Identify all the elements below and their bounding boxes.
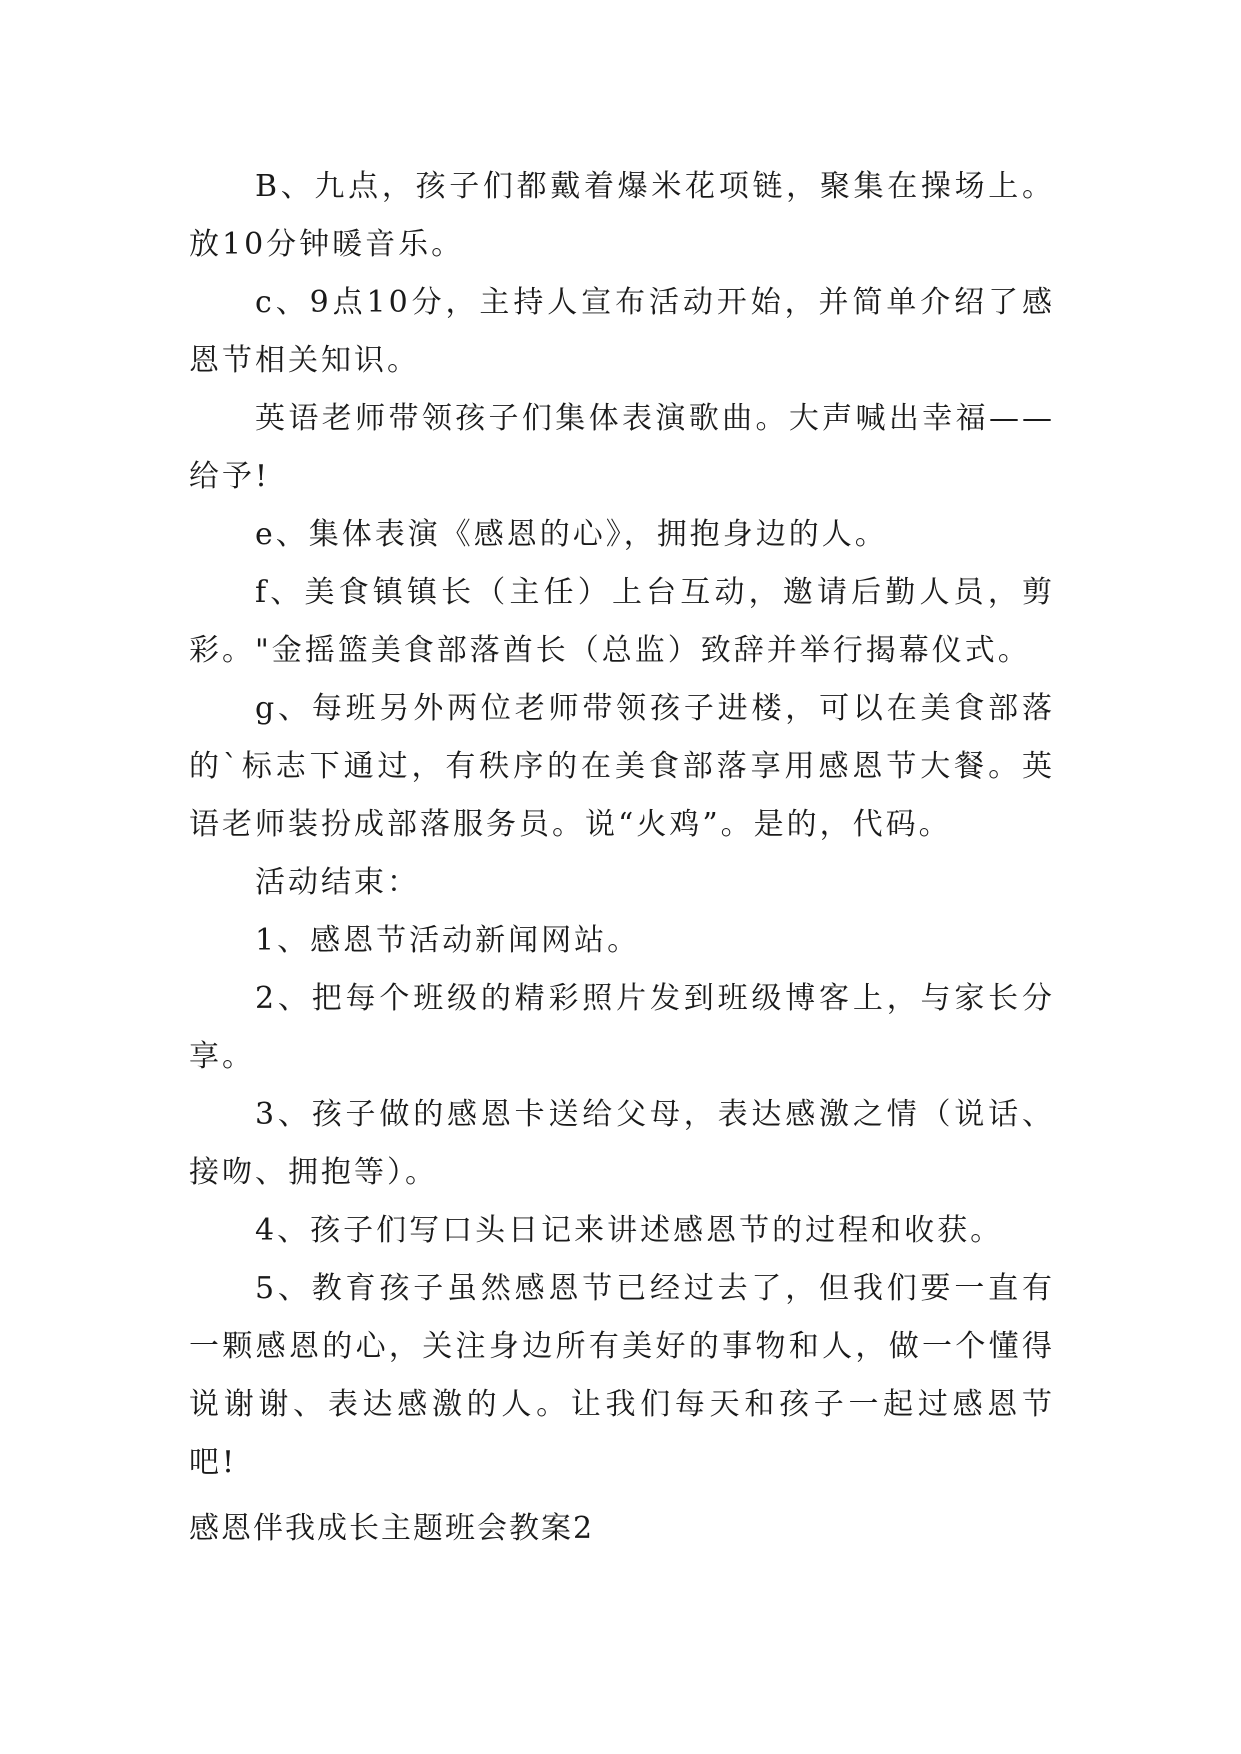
paragraph-activity-b: B、九点，孩子们都戴着爆米花项链，聚集在操场上。放10分钟暖音乐。 xyxy=(189,169,1055,262)
paragraph-activity-end: 活动结束： xyxy=(255,865,420,900)
paragraph-item-1: 1、感恩节活动新闻网站。 xyxy=(255,923,641,958)
paragraph-item-4: 4、孩子们写口头日记来讲述感恩节的过程和收获。 xyxy=(255,1213,1004,1248)
paragraph-item-5: 5、教育孩子虽然感恩节已经过去了，但我们要一直有一颗感恩的心，关注身边所有美好的事物和人，做一个懂得说谢谢、表达感激的人。让我们每天和孩子一起过感恩节吧! xyxy=(189,1271,1055,1480)
paragraph-item-2: 2、把每个班级的精彩照片发到班级博客上，与家长分享。 xyxy=(189,981,1055,1074)
paragraph-english-song: 英语老师带领孩子们集体表演歌曲。大声喊出幸福——给予! xyxy=(189,401,1055,494)
paragraph-activity-c: c、9点10分，主持人宣布活动开始，并简单介绍了感恩节相关知识。 xyxy=(189,285,1055,378)
paragraph-activity-g: g、每班另外两位老师带领孩子进楼，可以在美食部落的`标志下通过，有秩序的在美食部落享用感恩节大餐。英语老师装扮成部落服务员。说“火鸡”。是的，代码。 xyxy=(189,691,1055,842)
section-heading: 感恩伴我成长主题班会教案2 xyxy=(189,1511,595,1546)
paragraph-activity-f: f、美食镇镇长（主任）上台互动，邀请后勤人员，剪彩。"金摇篮美食部落酋长（总监）致辞并举行揭幕仪式。 xyxy=(189,575,1055,668)
paragraph-item-3: 3、孩子做的感恩卡送给父母，表达感激之情（说话、接吻、拥抱等）。 xyxy=(189,1097,1055,1190)
document-body xyxy=(189,158,1055,1492)
paragraph-activity-e: e、集体表演《感恩的心》，拥抱身边的人。 xyxy=(255,517,888,552)
